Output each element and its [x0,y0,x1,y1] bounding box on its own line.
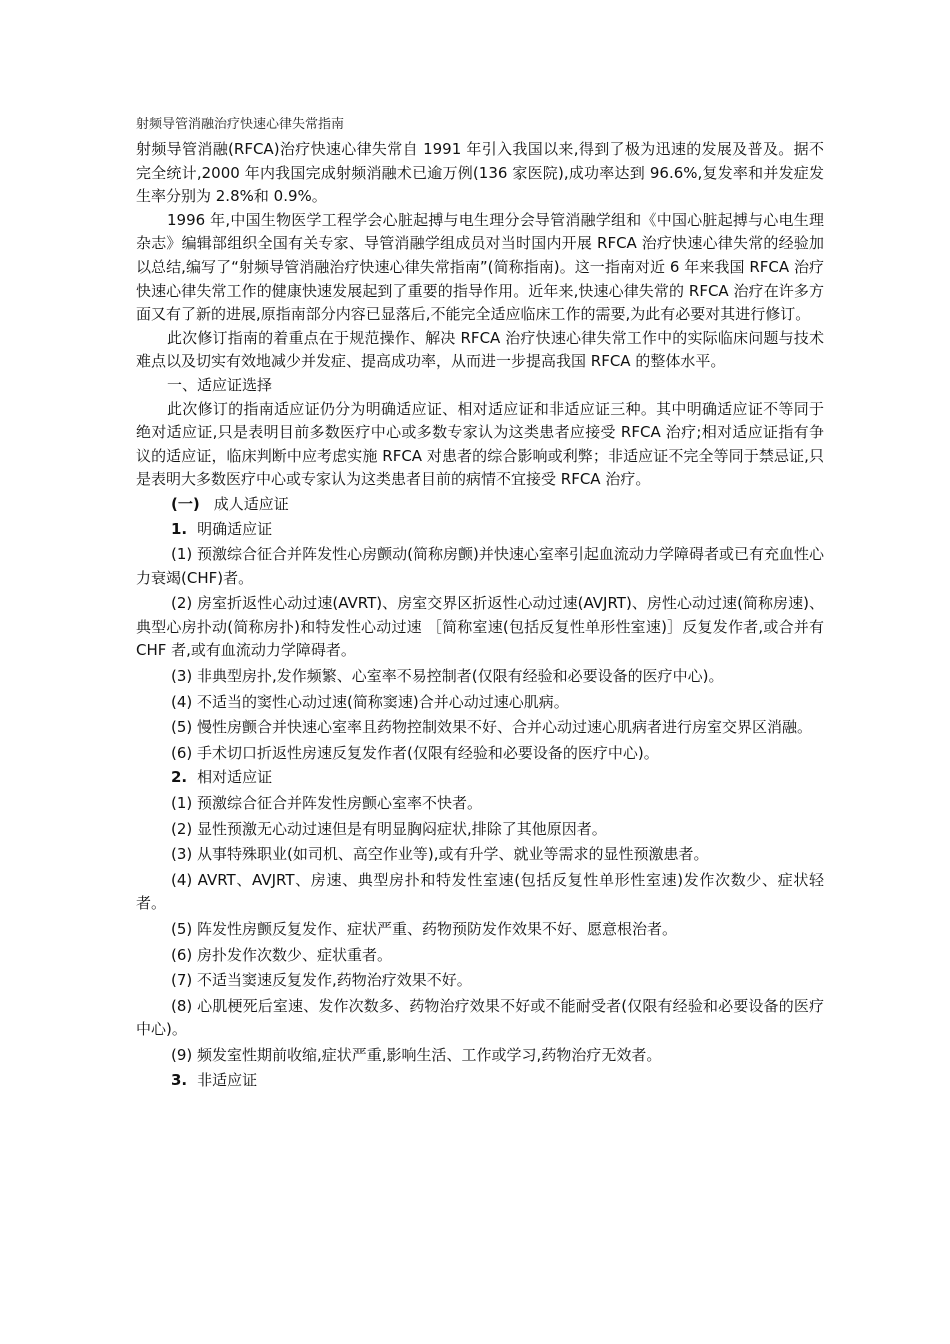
list-item: (2) 房室折返性心动过速(AVRT)、房室交界区折返性心动过速(AVJRT)、房性心动过速(简称房速)、典型心房扑动(简称房扑)和特发性心动过速 ［简称室速(包括反复性单形性室速)］反复发作者,或合并有 CHF 者,或有血流动力学障碍者。 [136,594,824,660]
intro-paragraph: 射频导管消融(RFCA)治疗快速心律失常自 1991 年引入我国以来,得到了极为迅速的发展及普及。据不完全统计,2000 年内我国完成射频消融术已逾万例(136 家医院),成功率达到 96.6%,复发率和并发症发生率分别为 2.8%和 0.9%。 [136,140,824,206]
category-number: 3. [171,1070,188,1089]
list-item: (6) 房扑发作次数少、症状重者。 [171,945,393,964]
document-body [136,138,824,1092]
list-item: (2) 显性预激无心动过速但是有明显胸闷症状,排除了其他原因者。 [171,819,607,838]
category-label: 明确适应证 [197,519,273,538]
background-paragraph: 1996 年,中国生物医学工程学会心脏起搏与电生理分会导管消融学组和《中国心脏起搏与心电生理杂志》编辑部组织全国有关专家、导管消融学组成员对当时国内开展 RFCA 治疗快速心律失常的经验加以总结,编写了“射频导管消融治疗快速心律失常指南”(简称指南)。这一指南对近 6 年来我国 RFCA 治疗快速心律失常工作的健康快速发展起到了重要的指导作用。近年来,快速心律失常的 RFCA 治疗在许多方面又有了新的进展,原指南部分内容已显落后,不能完全适应临床工作的需要,为此有必要对其进行修订。 [136,210,824,324]
list-item: (3) 从事特殊职业(如司机、高空作业等),或有升学、就业等需求的显性预激患者。 [171,845,709,864]
category-label: 相对适应证 [197,768,273,787]
list-item: (7) 不适当窦速反复发作,药物治疗效果不好。 [171,971,472,990]
list-item: (1) 预激综合征合并阵发性心房颤动(简称房颤)并快速心室率引起血流动力学障碍者或已有充血性心力衰竭(CHF)者。 [136,545,824,587]
category-label: 非适应证 [197,1070,258,1089]
category-number: 1. [171,519,188,538]
list-item: (9) 频发室性期前收缩,症状严重,影响生活、工作或学习,药物治疗无效者。 [171,1045,662,1064]
subsection-label: 成人适应证 [213,494,289,513]
indication-overview-paragraph: 此次修订的指南适应证仍分为明确适应证、相对适应证和非适应证三种。其中明确适应证不等同于绝对适应证,只是表明目前多数医疗中心或多数专家认为这类患者应接受 RFCA 治疗;相对适应证指有争议的适应证，临床判断中应考虑实施 RFCA 对患者的综合影响或利弊；非适应证不完全等同于禁忌证,只是表明大多数医疗中心或专家认为这类患者目前的病情不宜接受 RFCA 治疗。 [136,399,824,489]
list-item: (6) 手术切口折返性房速反复发作者(仅限有经验和必要设备的医疗中心)。 [171,743,659,762]
list-item: (4) AVRT、AVJRT、房速、典型房扑和特发性室速(包括反复性单形性室速)发作次数少、症状轻者。 [136,870,824,913]
category-heading [136,766,824,790]
document-title: 射频导管消融治疗快速心律失常指南 [136,117,345,132]
subsection-heading [136,493,824,517]
subsection-number: (一) [171,494,200,513]
list-item: (8) 心肌梗死后室速、发作次数多、药物治疗效果不好或不能耐受者(仅限有经验和必要设备的医疗中心)。 [136,996,824,1039]
category-heading [136,1069,824,1093]
list-item: (5) 慢性房颤合并快速心室率且药物控制效果不好、合并心动过速心肌病者进行房室交界区消融。 [171,718,813,737]
category-heading [136,518,824,542]
list-item: (1) 预激综合征合并阵发性房颤心室率不快者。 [171,794,483,813]
section-heading: 一、适应证选择 [167,375,273,394]
list-item: (5) 阵发性房颤反复发作、症状严重、药物预防发作效果不好、愿意根治者。 [171,920,678,938]
category-number: 2. [171,768,188,787]
list-item: (4) 不适当的窦性心动过速(简称窦速)合并心动过速心肌病。 [171,692,569,711]
list-item: (3) 非典型房扑,发作频繁、心室率不易控制者(仅限有经验和必要设备的医疗中心)。 [171,667,724,686]
revision-focus-paragraph: 此次修订指南的着重点在于规范操作、解决 RFCA 治疗快速心律失常工作中的实际临床问题与技术难点以及切实有效地减少并发症、提高成功率，从而进一步提高我国 RFCA 的整体水平。 [136,328,824,371]
